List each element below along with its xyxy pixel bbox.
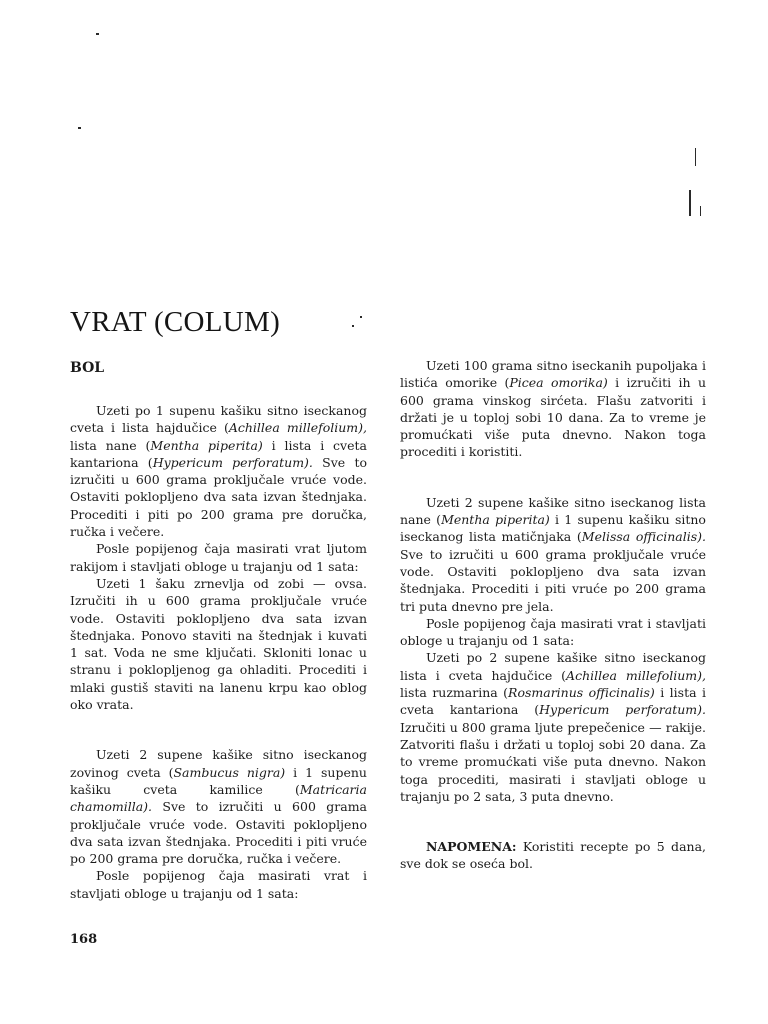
note-label: NAPOMENA: [426, 839, 517, 855]
scan-speck [96, 33, 99, 35]
note-paragraph: NAPOMENA: Koristiti recepte po 5 dana, sve dok se oseća bol. [400, 839, 706, 872]
instruction-paragraph: Posle popijenog čaja masirati vrat i stavljati obloge u trajanju od 1 sata: [70, 868, 367, 901]
scan-speck [700, 206, 701, 216]
right-column [400, 357, 706, 873]
instruction-paragraph: Posle popijenog čaja masirati vrat ljutom rakijom i stavljati obloge u trajanju od 1 sata: [70, 541, 367, 574]
recipe-paragraph: Uzeti 2 supene kašike sitno iseckanog lista nane (Mentha piperita) i 1 supenu kašiku sitno iseckanog lista matičnjaka (Melissa officinalis). Sve to izručiti u 600 grama proključale vruće vode. Ostaviti poklopljeno dva sata izvan štednjaka. Procediti i piti vruće po 200 grama tri puta dnevno pre jela. [400, 494, 706, 614]
recipe-paragraph: Uzeti po 2 supene kašike sitno iseckanog lista i cveta hajdučice (Achillea millefolium), lista ruzmarina (Rosmarinus officinalis) i lista i cveta kantariona (Hypericum perforatum). Izručiti u 800 grama ljute prepečenice — rakije. Zatvoriti flašu i držati u toploj sobi 20 dana. Za to vreme promućkati više puta dnevno. Nakon toga procediti, masirati i stavljati obloge u trajanju po 2 sata, 3 puta dnevno. [400, 650, 706, 804]
recipe-paragraph: Uzeti 1 šaku zrnevlja od zobi — ovsa. Izručiti ih u 600 grama proključale vruće vode. Ostaviti poklopljeno dva sata izvan štednjaka. Ponovo staviti na štednjak i kuvati 1 sat. Voda ne sme ključati. Skloniti lonac u stranu i poklopljenog ga ohladiti. Procediti i mlaki gustiš staviti na lanenu krpu kao oblog oko vrata. [70, 575, 367, 713]
scan-speck [695, 148, 696, 166]
recipe-paragraph: Uzeti 2 supene kašike sitno iseckanog zovinog cveta (Sambucus nigra) i 1 supenu kašiku cveta kamilice (Matricaria chamomilla). Sve to izručiti u 600 grama proključale vruće vode. Ostaviti poklopljeno dva sata izvan štednjaka. Procediti i piti vruće po 200 grama pre doručka, ručka i večere. [70, 747, 367, 867]
page-number: 168 [70, 932, 98, 947]
scan-speck [360, 316, 362, 318]
recipe-paragraph: Uzeti po 1 supenu kašiku sitno iseckanog cveta i lista hajdučice (Achillea millefolium), lista nane (Mentha piperita) i lista i cveta kantariona (Hypericum perforatum). Sve to izručiti u 600 grama proključale vruće vode. Ostaviti poklopljeno dva sata izvan štednjaka. Procediti i piti po 200 grama pre doručka, ručka i večere. [70, 403, 367, 540]
scan-speck [352, 325, 354, 327]
page-title: VRAT (COLUM) [70, 306, 281, 338]
instruction-paragraph: Posle popijenog čaja masirati vrat i stavljati obloge u trajanju od 1 sata: [400, 615, 706, 649]
recipe-paragraph: Uzeti 100 grama sitno iseckanih pupoljaka i listića omorike (Picea omorika) i izručiti ih u 600 grama vinskog sirćeta. Flašu zatvoriti i držati je u toploj sobi 10 dana. Za to vreme je promućkati više puta dnevno. Nakon toga procediti i koristiti. [400, 358, 706, 460]
scan-speck [78, 127, 81, 129]
scan-speck [689, 190, 691, 216]
section-heading: BOL [70, 360, 105, 376]
left-column [70, 402, 367, 902]
